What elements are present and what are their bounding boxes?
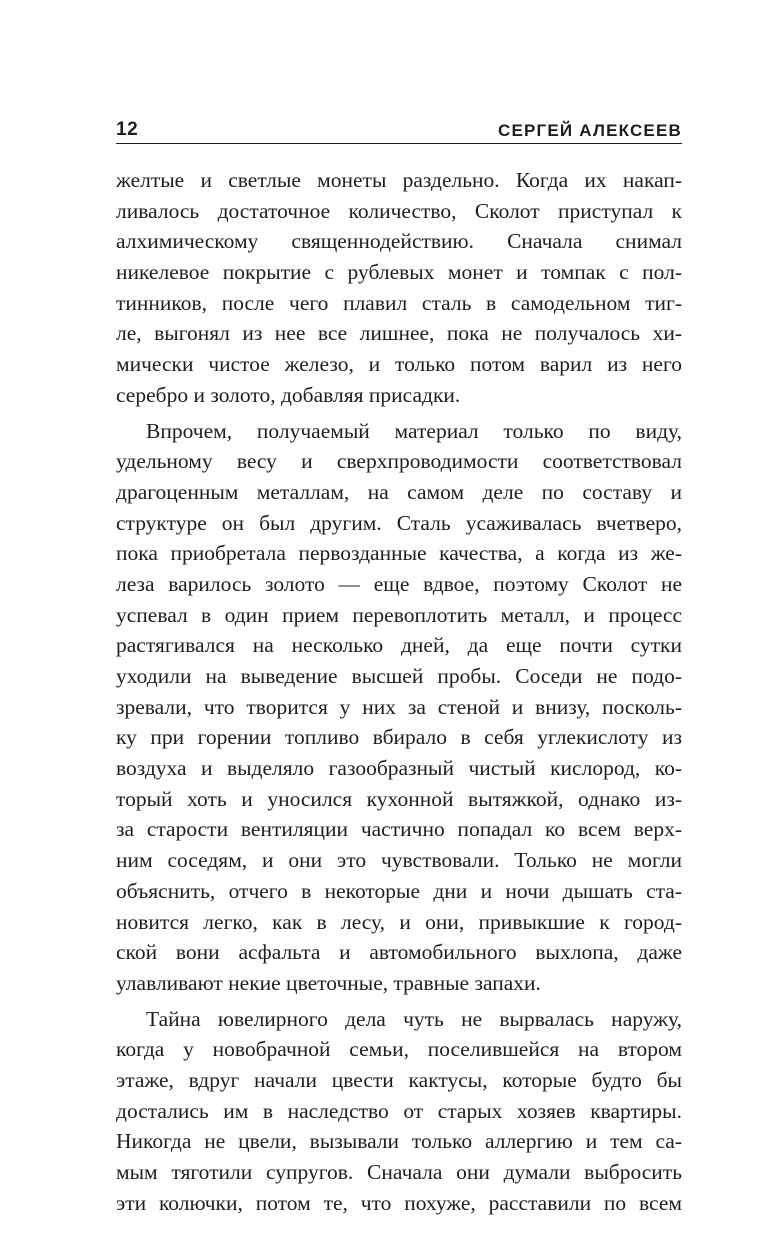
text-line: мически чистое железо, и только потом варил из него [116,352,682,377]
page-number: 12 [116,119,139,140]
text-line: ской вони асфальта и автомобильного выхлопа, даже [116,940,682,965]
text-line: пока приобретала первозданные качества, а когда из же- [116,541,682,566]
text-line: этаже, вдруг начали цвести кактусы, которые будто бы [116,1067,682,1092]
text-line: улавливают некие цветочные, травные запахи. [116,970,541,995]
text-line: структуре он был другим. Сталь усаживалась вчетверо, [116,510,682,535]
text-line: алхимическому священнодействию. Сначала снимал [116,229,682,254]
paragraph [116,165,682,411]
text-line: зревали, что творится у них за стеной и внизу, посколь- [116,694,682,719]
text-line: объяснить, отчего в некоторые дни и ночи дышать ста- [116,878,682,903]
text-line: ним соседям, и они это чувствовали. Только не могли [116,848,682,873]
text-line: леза варилось золото — еще вдвое, поэтому Сколот не [116,571,682,596]
text-line: мым тяготили супругов. Сначала они думали выбросить [116,1160,682,1184]
text-line: ле, выгонял из нее все лишнее, пока не получалось хи- [116,321,682,346]
text-line: ливалось достаточное количество, Сколот приступал к [116,198,682,223]
text-line: за старости вентиляции частично попадал ко всем верх- [116,817,682,842]
text-line: новится легко, как в лесу, и они, привыкшие к город- [116,909,682,934]
text-line: никелевое покрытие с рублевых монет и томпак с пол- [116,260,682,285]
text-line: Тайна ювелирного дела чуть не вырвалась наружу, [146,1006,682,1031]
body-text [116,165,682,1218]
paragraph [116,1004,682,1219]
text-line: тинников, после чего плавил сталь в самодельном тиг- [116,290,682,315]
text-line: Никогда не цвели, вызывали только аллергию и тем са- [116,1129,682,1154]
text-line: Впрочем, получаемый материал только по виду, [146,418,682,443]
text-line: ку при горении топливо вбирало в себя углекислоту из [116,725,682,750]
text-line: когда у новобрачной семьи, поселившейся на втором [116,1037,682,1062]
text-line: достались им в наследство от старых хозяев квартиры. [116,1098,682,1123]
text-line: желтые и светлые монеты раздельно. Когда их накап- [116,168,682,192]
text-line: драгоценным металлам, на самом деле по составу и [116,479,682,504]
text-line: эти колючки, потом те, что похуже, расставили по всем [116,1190,682,1215]
text-line: успевал в один прием перевоплотить металл, и процесс [116,602,682,627]
paragraph [116,416,682,999]
text-line: торый хоть и уносился кухонной вытяжкой, однако из- [116,786,682,811]
running-title-author: СЕРГЕЙ АЛЕКСЕЕВ [497,121,682,140]
text-line: серебро и золото, добавляя присадки. [116,382,461,407]
text-line: растягивался на несколько дней, да еще почти сутки [116,633,682,658]
text-line: воздуха и выделяло газообразный чистый кислород, ко- [116,756,682,781]
book-page [116,113,682,1223]
text-line: удельному весу и сверхпроводимости соответствовал [116,449,682,474]
page-header [116,113,682,144]
text-line: уходили на выведение высшей пробы. Соседи не подо- [116,664,682,688]
